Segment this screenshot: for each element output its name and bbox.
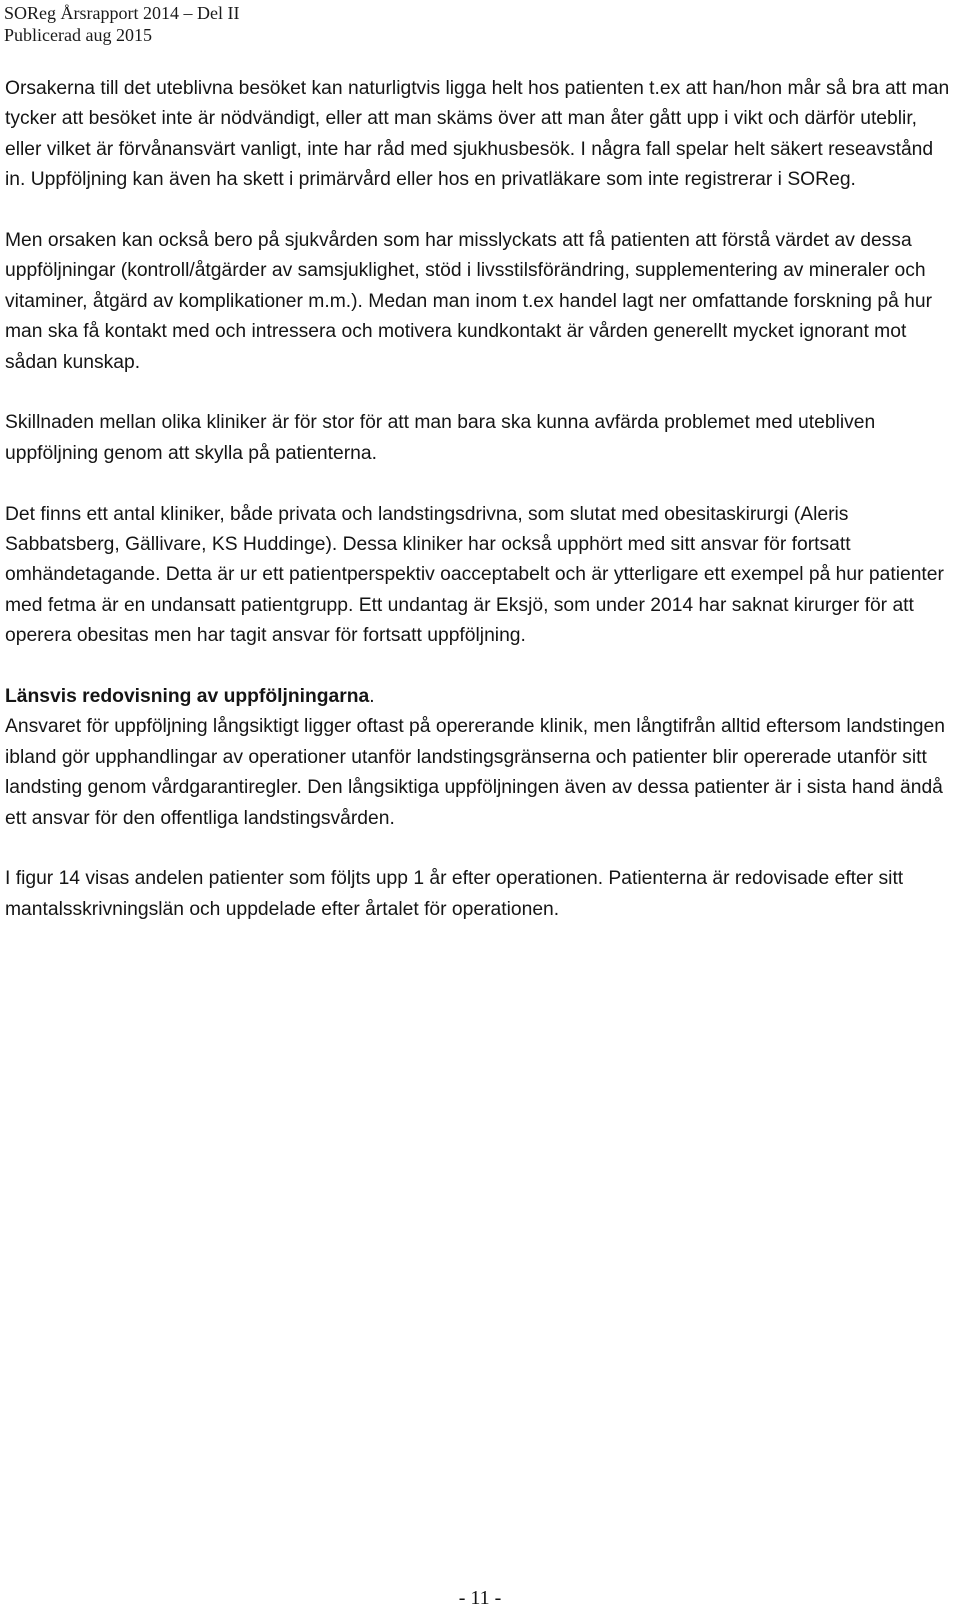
page-header <box>4 2 239 46</box>
section-heading-period: . <box>369 686 375 708</box>
section-heading <box>5 682 955 712</box>
paragraph-responsibility: Ansvaret för uppföljning långsiktigt ligger oftast på opererande klinik, men långtifrån alltid eftersom landstingen ibland gör upphandlingar av operationer utanför landstingsgränserna och patienter blir opererade utanför sitt landsting genom vårdgarantiregler. Den långsiktiga uppföljningen även av dessa patienter är i sista hand ändå ett ansvar för den offentliga landstingsvården. <box>5 716 945 829</box>
body-text <box>5 74 955 956</box>
paragraph-figure-reference: I figur 14 visas andelen patienter som följts upp 1 år efter operationen. Patienterna är redovisade efter sitt mantalsskrivningslän och uppdelade efter årtalet för operationen. <box>5 868 904 920</box>
paragraph-causes-patient: Orsakerna till det uteblivna besöket kan naturligtvis ligga helt hos patienten t.ex att han/hon mår så bra att man tycker att besöket inte är nödvändigt, eller att man skäms över att man åter gått upp i vikt och därför uteblir, eller vilket är förvånansvärt vanligt, inte har råd med sjukhusbesök. I några fall spelar helt säkert reseavstånd in. Uppföljning kan även ha skett i primärvård eller hos en privatläkare som inte registrerar i SOReg. <box>5 78 950 191</box>
section-heading-text: Länsvis redovisning av uppföljningarna <box>5 686 370 708</box>
page-number: - 11 - <box>458 1587 502 1609</box>
paragraph-closed-clinics: Det finns ett antal kliniker, både privata och landstingsdrivna, som slutat med obesitaskirurgi (Aleris Sabbatsberg, Gällivare, KS Huddinge). Dessa kliniker har också upphört med sitt ansvar för fortsatt omhändetagande. Detta är ur ett patientperspektiv oacceptabelt och är ytterligare ett exempel på hur patienter med fetma är en undansatt patientgrupp. Ett undantag är Eksjö, som under 2014 har saknat kirurger för att operera obesitas men har tagit ansvar för fortsatt uppföljning. <box>5 503 944 647</box>
paragraph-clinic-differences: Skillnaden mellan olika kliniker är för stor för att man bara ska kunna avfärda problemet med utebliven uppföljning genom att skylla på patienterna. <box>5 412 876 464</box>
header-publish-date: Publicerad aug 2015 <box>4 25 152 45</box>
header-report-title: SOReg Årsrapport 2014 – Del II <box>4 3 240 23</box>
paragraph-causes-healthcare: Men orsaken kan också bero på sjukvården som har misslyckats att få patienten att förstå värdet av dessa uppföljningar (kontroll/åtgärder av samsjuklighet, stöd i livsstilsförändring, supplementering av mineraler och vitaminer, åtgärd av komplikationer m.m.). Medan man inom t.ex handel lagt ner omfattande forskning på hur man ska få kontakt med och intressera och motivera kundkontakt är vården generellt mycket ignorant mot sådan kunskap. <box>5 230 933 373</box>
